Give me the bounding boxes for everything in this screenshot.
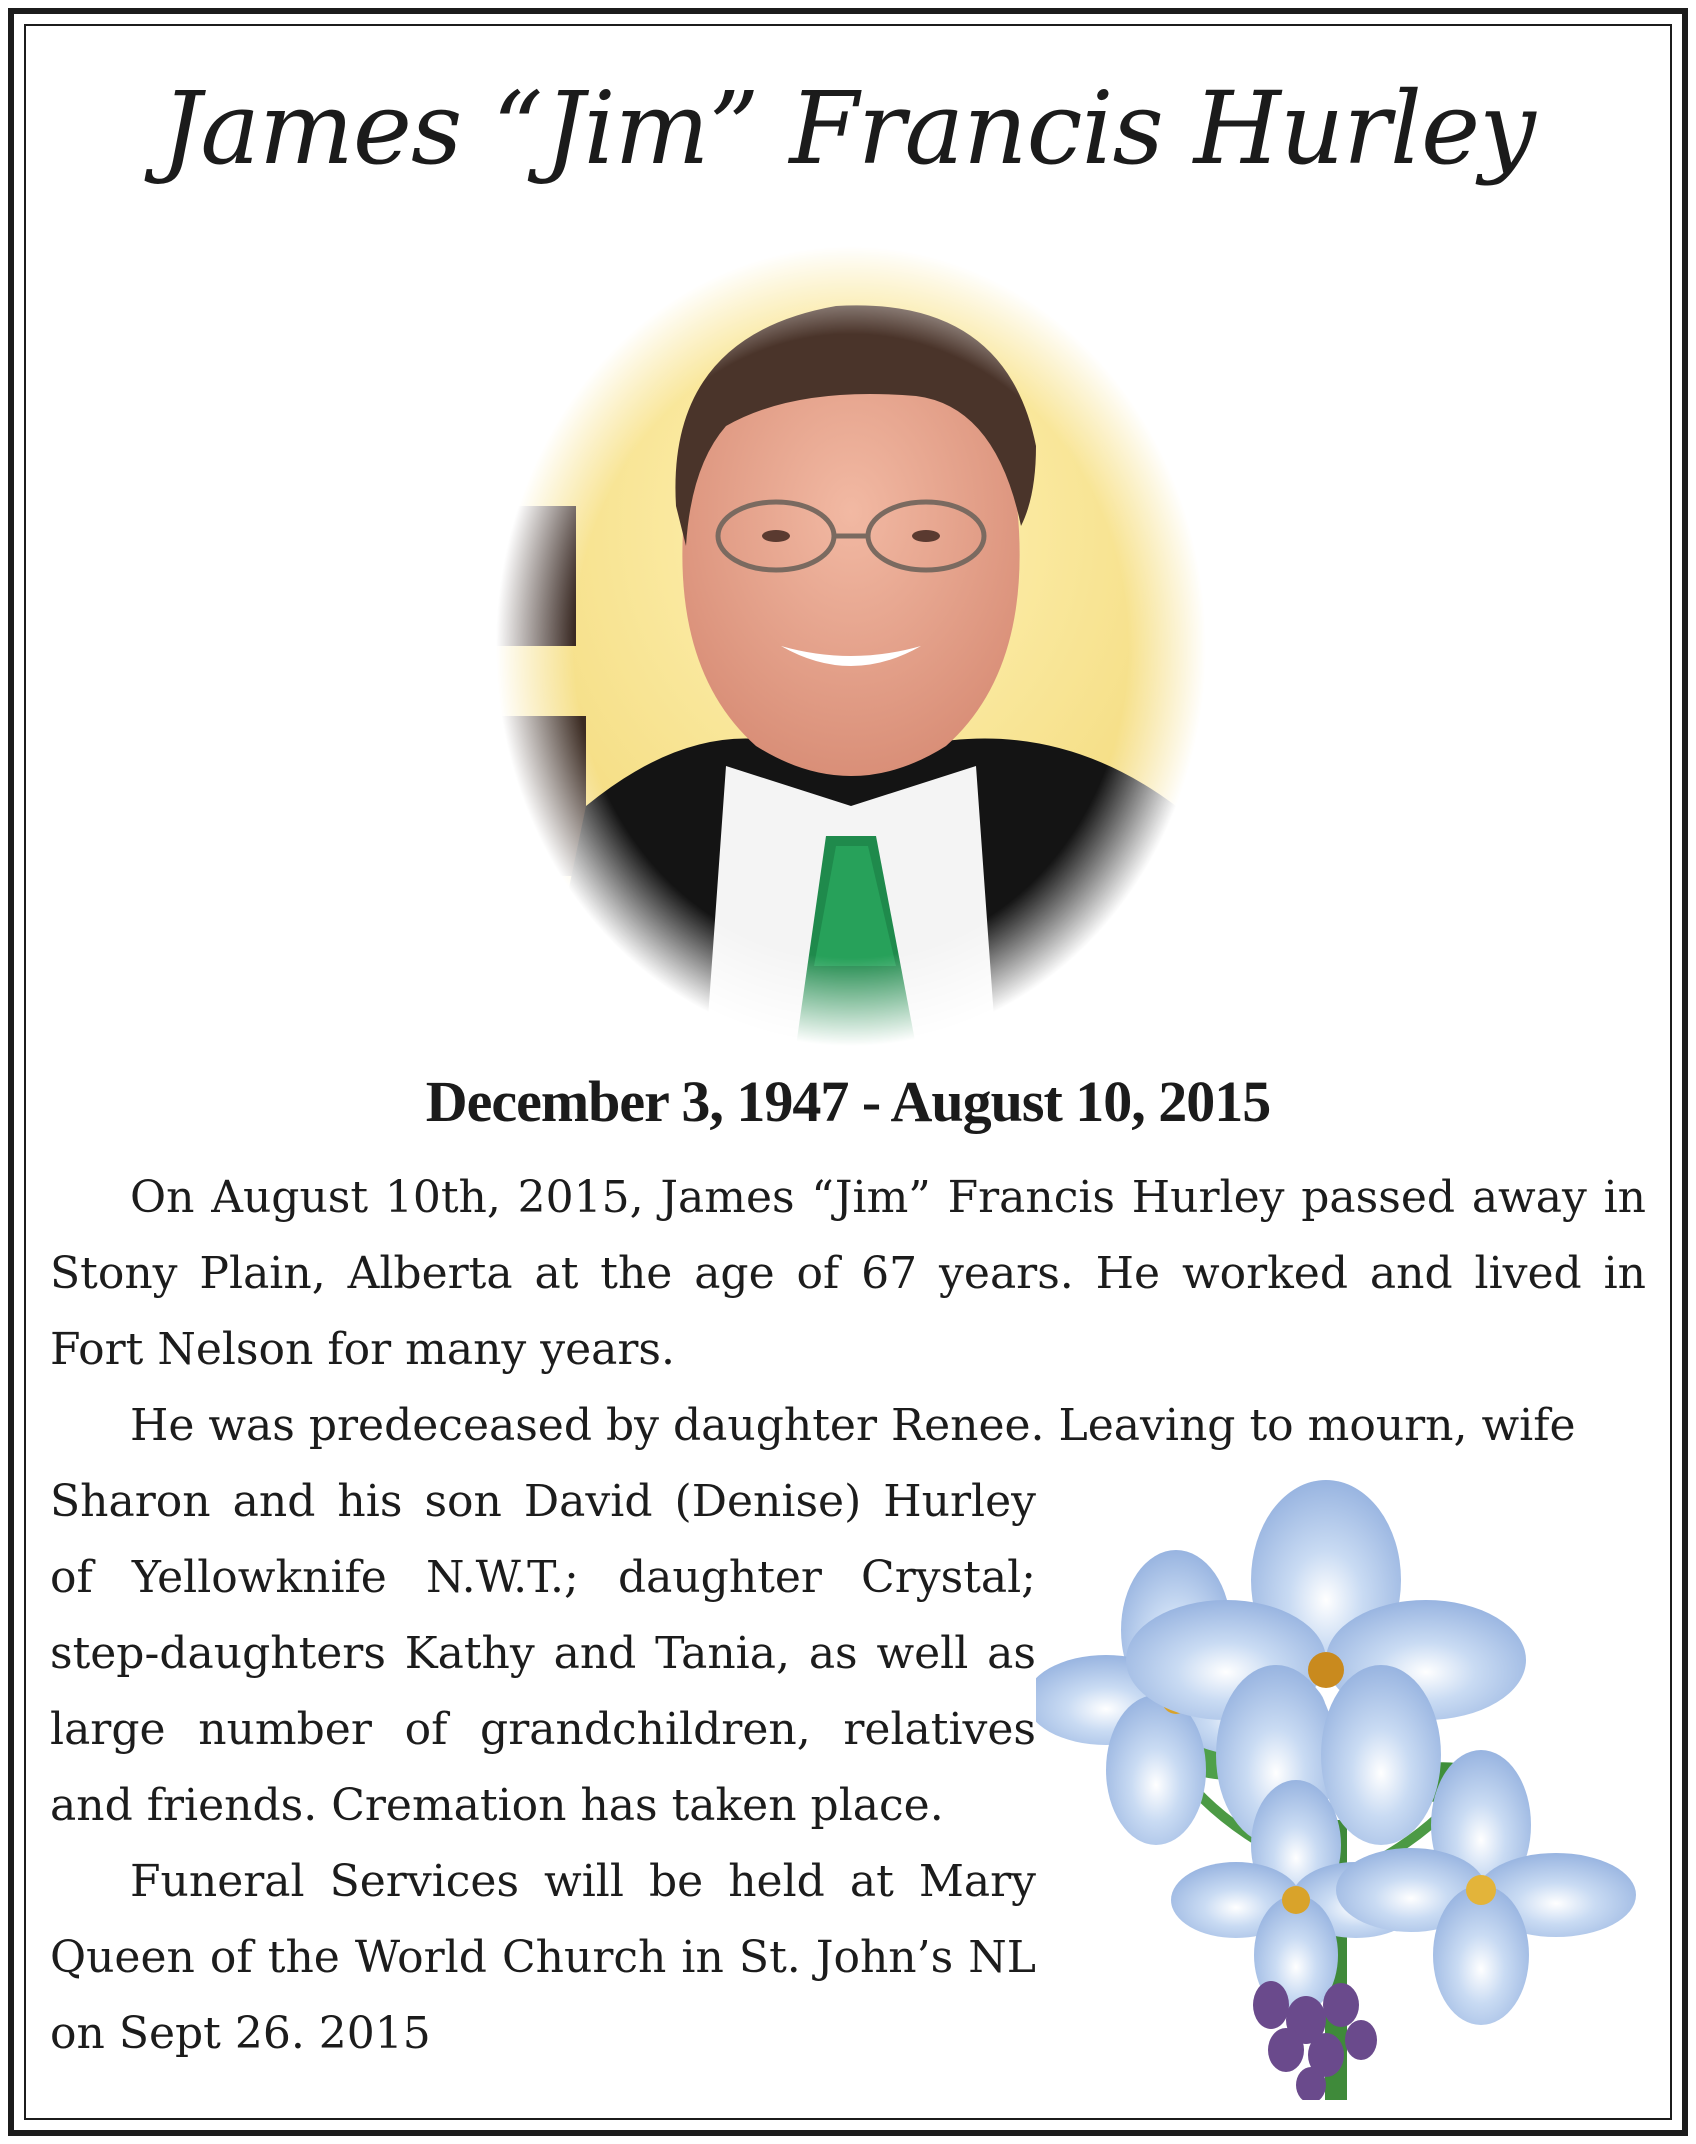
paragraph-family: Sharon and his son David (Denise) Hurley of Yellowknife N.W.T.; daughter Crystal; step-daughters Kathy and Tania, as well as large number of grandchildren, relatives and friends. Cremation has taken place. [50,1476,1036,1831]
paragraph-passing: On August 10th, 2015, James “Jim” Francis Hurley passed away in Stony Plain, Alberta at the age of 67 years. He worked and lived in Fort Nelson for many years. [50,1172,1646,1375]
life-dates: December 3, 1947 - August 10, 2015 [425,1069,1271,1134]
obituary-title: James “Jim” Francis Hurley [161,70,1535,187]
portrait-photo [496,246,1206,1046]
paragraph-family-intro: He was predeceased by daughter Renee. Leaving to mourn, wife [130,1400,1576,1451]
forget-me-not-flowers-icon [1036,1460,1666,2100]
paragraph-funeral: Funeral Services will be held at Mary Queen of the World Church in St. John’s NL on Sept 26. 2015 [50,1856,1036,2059]
